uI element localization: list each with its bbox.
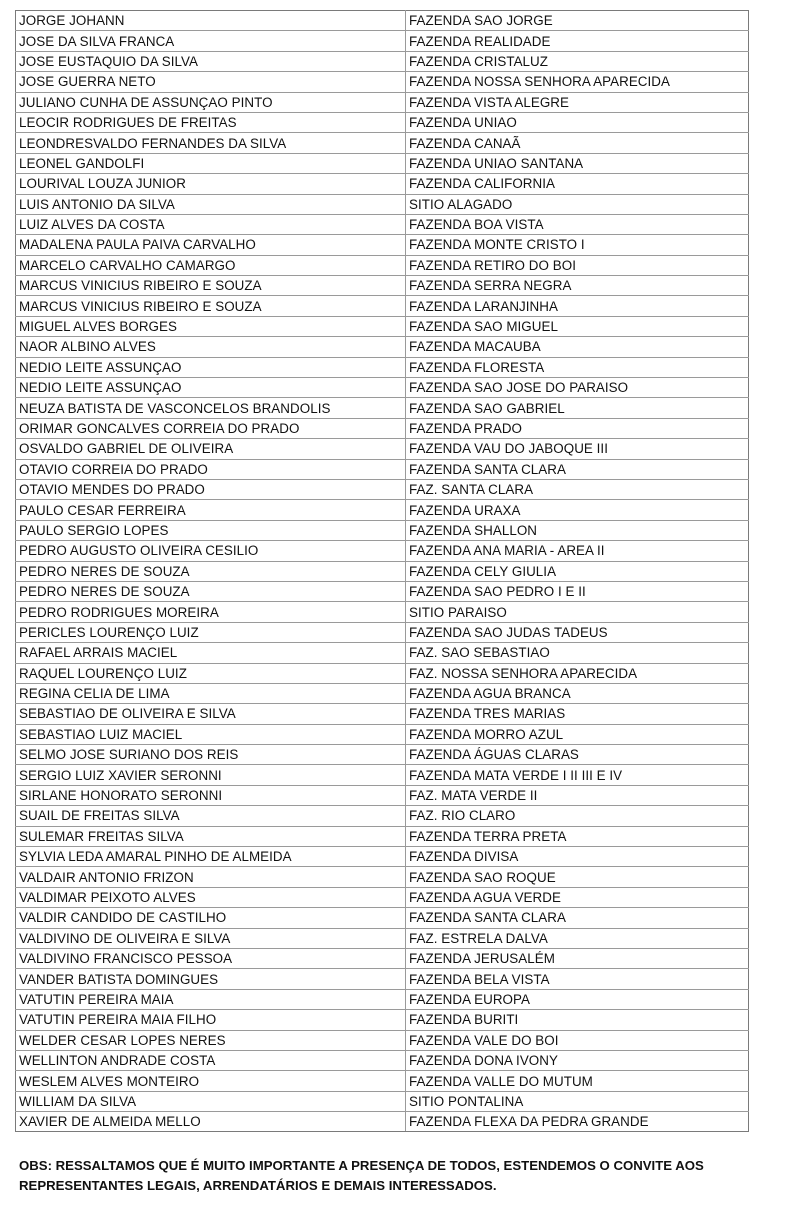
table-row <box>16 948 749 968</box>
table-row <box>16 765 749 785</box>
table-row <box>16 439 749 459</box>
property-name-cell: FAZENDA NOSSA SENHORA APARECIDA <box>406 72 749 92</box>
property-name-cell: FAZENDA CELY GIULIA <box>406 561 749 581</box>
owner-name-cell: VALDIR CANDIDO DE CASTILHO <box>16 908 406 928</box>
owner-name-cell: OTAVIO MENDES DO PRADO <box>16 479 406 499</box>
owner-name-cell: ORIMAR GONCALVES CORREIA DO PRADO <box>16 418 406 438</box>
table-row <box>16 418 749 438</box>
table-row <box>16 928 749 948</box>
property-name-cell: SITIO ALAGADO <box>406 194 749 214</box>
owner-name-cell: LUIS ANTONIO DA SILVA <box>16 194 406 214</box>
property-name-cell: FAZENDA MATA VERDE I II III E IV <box>406 765 749 785</box>
owner-name-cell: LEOCIR RODRIGUES DE FREITAS <box>16 112 406 132</box>
owner-name-cell: VANDER BATISTA DOMINGUES <box>16 969 406 989</box>
owner-name-cell: NEUZA BATISTA DE VASCONCELOS BRANDOLIS <box>16 398 406 418</box>
property-name-cell: FAZENDA MONTE CRISTO I <box>406 235 749 255</box>
owner-name-cell: REGINA CELIA DE LIMA <box>16 683 406 703</box>
property-name-cell: FAZENDA SAO GABRIEL <box>406 398 749 418</box>
owner-name-cell: LOURIVAL LOUZA JUNIOR <box>16 174 406 194</box>
property-name-cell: FAZENDA SAO PEDRO I E II <box>406 581 749 601</box>
property-name-cell: FAZENDA DIVISA <box>406 847 749 867</box>
table-row <box>16 316 749 336</box>
owner-name-cell: VATUTIN PEREIRA MAIA <box>16 989 406 1009</box>
property-name-cell: FAZENDA FLORESTA <box>406 357 749 377</box>
table-row <box>16 11 749 31</box>
owner-name-cell: RAQUEL LOURENÇO LUIZ <box>16 663 406 683</box>
table-row <box>16 459 749 479</box>
table-row <box>16 112 749 132</box>
owner-name-cell: SULEMAR FREITAS SILVA <box>16 826 406 846</box>
property-name-cell: FAZENDA VALE DO BOI <box>406 1030 749 1050</box>
table-row <box>16 622 749 642</box>
property-name-cell: FAZENDA CANAÃ <box>406 133 749 153</box>
owner-name-cell: MARCELO CARVALHO CAMARGO <box>16 255 406 275</box>
observation-note-line-1: OBS: RESSALTAMOS QUE É MUITO IMPORTANTE A PRESENÇA DE TODOS, ESTENDEMOS O CONVITE AOS <box>19 1158 704 1173</box>
property-name-cell: FAZENDA UNIAO <box>406 112 749 132</box>
owners-table <box>15 10 749 1132</box>
property-name-cell: FAZENDA ÁGUAS CLARAS <box>406 745 749 765</box>
owner-name-cell: PAULO SERGIO LOPES <box>16 520 406 540</box>
property-name-cell: FAZENDA TRES MARIAS <box>406 704 749 724</box>
owner-name-cell: VALDIVINO FRANCISCO PESSOA <box>16 948 406 968</box>
table-row <box>16 194 749 214</box>
property-name-cell: FAZENDA SAO MIGUEL <box>406 316 749 336</box>
observation-note-line-2: REPRESENTANTES LEGAIS, ARRENDATÁRIOS E DEMAIS INTERESSADOS. <box>19 1178 497 1193</box>
table-row <box>16 724 749 744</box>
property-name-cell: FAZENDA MORRO AZUL <box>406 724 749 744</box>
property-name-cell: FAZENDA JERUSALÉM <box>406 948 749 968</box>
table-row <box>16 174 749 194</box>
property-name-cell: FAZENDA REALIDADE <box>406 31 749 51</box>
owner-name-cell: PEDRO NERES DE SOUZA <box>16 561 406 581</box>
table-row <box>16 826 749 846</box>
table-row <box>16 92 749 112</box>
property-name-cell: SITIO PONTALINA <box>406 1091 749 1111</box>
owner-name-cell: VALDAIR ANTONIO FRIZON <box>16 867 406 887</box>
owner-name-cell: JOSE DA SILVA FRANCA <box>16 31 406 51</box>
owner-name-cell: OSVALDO GABRIEL DE OLIVEIRA <box>16 439 406 459</box>
owner-name-cell: RAFAEL ARRAIS MACIEL <box>16 643 406 663</box>
owner-name-cell: VALDIVINO DE OLIVEIRA E SILVA <box>16 928 406 948</box>
owner-name-cell: SYLVIA LEDA AMARAL PINHO DE ALMEIDA <box>16 847 406 867</box>
table-row <box>16 214 749 234</box>
property-name-cell: FAZENDA SHALLON <box>406 520 749 540</box>
table-row <box>16 357 749 377</box>
table-row <box>16 989 749 1009</box>
owner-name-cell: VALDIMAR PEIXOTO ALVES <box>16 887 406 907</box>
table-row <box>16 1030 749 1050</box>
property-name-cell: FAZENDA BELA VISTA <box>406 969 749 989</box>
table-row <box>16 683 749 703</box>
owner-name-cell: JOSE GUERRA NETO <box>16 72 406 92</box>
table-row <box>16 51 749 71</box>
property-name-cell: FAZENDA VISTA ALEGRE <box>406 92 749 112</box>
table-row <box>16 255 749 275</box>
property-name-cell: FAZENDA CALIFORNIA <box>406 174 749 194</box>
owner-name-cell: SIRLANE HONORATO SERONNI <box>16 785 406 805</box>
owner-name-cell: MARCUS VINICIUS RIBEIRO E SOUZA <box>16 276 406 296</box>
owner-name-cell: JORGE JOHANN <box>16 11 406 31</box>
table-row <box>16 1010 749 1030</box>
table-row <box>16 1091 749 1111</box>
owner-name-cell: LUIZ ALVES DA COSTA <box>16 214 406 234</box>
property-name-cell: FAZENDA LARANJINHA <box>406 296 749 316</box>
property-name-cell: FAZENDA DONA IVONY <box>406 1050 749 1070</box>
table-row <box>16 785 749 805</box>
property-name-cell: FAZENDA VAU DO JABOQUE III <box>406 439 749 459</box>
owner-name-cell: MARCUS VINICIUS RIBEIRO E SOUZA <box>16 296 406 316</box>
table-row <box>16 500 749 520</box>
owner-name-cell: XAVIER DE ALMEIDA MELLO <box>16 1112 406 1132</box>
table-row <box>16 602 749 622</box>
property-name-cell: FAZENDA CRISTALUZ <box>406 51 749 71</box>
owner-name-cell: PAULO CESAR FERREIRA <box>16 500 406 520</box>
table-row <box>16 867 749 887</box>
table-row <box>16 153 749 173</box>
property-name-cell: FAZENDA SAO JUDAS TADEUS <box>406 622 749 642</box>
property-name-cell: FAZENDA TERRA PRETA <box>406 826 749 846</box>
owner-name-cell: SELMO JOSE SURIANO DOS REIS <box>16 745 406 765</box>
property-name-cell: FAZENDA RETIRO DO BOI <box>406 255 749 275</box>
property-name-cell: FAZ. SANTA CLARA <box>406 479 749 499</box>
table-row <box>16 1071 749 1091</box>
owner-name-cell: PEDRO NERES DE SOUZA <box>16 581 406 601</box>
property-name-cell: FAZENDA SAO JORGE <box>406 11 749 31</box>
table-row <box>16 806 749 826</box>
owner-name-cell: OTAVIO CORREIA DO PRADO <box>16 459 406 479</box>
owner-name-cell: LEONDRESVALDO FERNANDES DA SILVA <box>16 133 406 153</box>
table-row <box>16 378 749 398</box>
table-row <box>16 235 749 255</box>
table-row <box>16 887 749 907</box>
table-row <box>16 337 749 357</box>
owner-name-cell: NAOR ALBINO ALVES <box>16 337 406 357</box>
owners-table-body <box>16 11 749 1132</box>
property-name-cell: FAZENDA ANA MARIA - AREA II <box>406 541 749 561</box>
property-name-cell: FAZENDA BOA VISTA <box>406 214 749 234</box>
table-row <box>16 72 749 92</box>
owner-name-cell: WILLIAM DA SILVA <box>16 1091 406 1111</box>
property-name-cell: FAZENDA URAXA <box>406 500 749 520</box>
table-row <box>16 561 749 581</box>
table-row <box>16 520 749 540</box>
owners-table-container <box>15 10 748 1132</box>
property-name-cell: FAZENDA FLEXA DA PEDRA GRANDE <box>406 1112 749 1132</box>
table-row <box>16 541 749 561</box>
property-name-cell: FAZENDA AGUA VERDE <box>406 887 749 907</box>
property-name-cell: FAZENDA SAO ROQUE <box>406 867 749 887</box>
owner-name-cell: WELLINTON ANDRADE COSTA <box>16 1050 406 1070</box>
table-row <box>16 1050 749 1070</box>
property-name-cell: FAZENDA AGUA BRANCA <box>406 683 749 703</box>
observation-note <box>19 1156 749 1196</box>
table-row <box>16 847 749 867</box>
owner-name-cell: MADALENA PAULA PAIVA CARVALHO <box>16 235 406 255</box>
table-row <box>16 31 749 51</box>
property-name-cell: FAZ. RIO CLARO <box>406 806 749 826</box>
property-name-cell: FAZ. SAO SEBASTIAO <box>406 643 749 663</box>
table-row <box>16 276 749 296</box>
owner-name-cell: VATUTIN PEREIRA MAIA FILHO <box>16 1010 406 1030</box>
property-name-cell: FAZENDA SERRA NEGRA <box>406 276 749 296</box>
table-row <box>16 908 749 928</box>
table-row <box>16 133 749 153</box>
owner-name-cell: SEBASTIAO DE OLIVEIRA E SILVA <box>16 704 406 724</box>
owner-name-cell: MIGUEL ALVES BORGES <box>16 316 406 336</box>
table-row <box>16 398 749 418</box>
property-name-cell: FAZENDA MACAUBA <box>406 337 749 357</box>
property-name-cell: FAZENDA UNIAO SANTANA <box>406 153 749 173</box>
property-name-cell: FAZENDA EUROPA <box>406 989 749 1009</box>
property-name-cell: FAZENDA VALLE DO MUTUM <box>406 1071 749 1091</box>
owner-name-cell: LEONEL GANDOLFI <box>16 153 406 173</box>
property-name-cell: SITIO PARAISO <box>406 602 749 622</box>
owner-name-cell: NEDIO LEITE ASSUNÇAO <box>16 357 406 377</box>
owner-name-cell: JOSE EUSTAQUIO DA SILVA <box>16 51 406 71</box>
property-name-cell: FAZENDA SAO JOSE DO PARAISO <box>406 378 749 398</box>
table-row <box>16 643 749 663</box>
table-row <box>16 663 749 683</box>
table-row <box>16 581 749 601</box>
owner-name-cell: PERICLES LOURENÇO LUIZ <box>16 622 406 642</box>
property-name-cell: FAZENDA SANTA CLARA <box>406 459 749 479</box>
property-name-cell: FAZENDA PRADO <box>406 418 749 438</box>
owner-name-cell: SEBASTIAO LUIZ MACIEL <box>16 724 406 744</box>
property-name-cell: FAZ. NOSSA SENHORA APARECIDA <box>406 663 749 683</box>
owner-name-cell: PEDRO AUGUSTO OLIVEIRA CESILIO <box>16 541 406 561</box>
owner-name-cell: WESLEM ALVES MONTEIRO <box>16 1071 406 1091</box>
property-name-cell: FAZ. ESTRELA DALVA <box>406 928 749 948</box>
owner-name-cell: PEDRO RODRIGUES MOREIRA <box>16 602 406 622</box>
table-row <box>16 969 749 989</box>
owner-name-cell: JULIANO CUNHA DE ASSUNÇAO PINTO <box>16 92 406 112</box>
property-name-cell: FAZENDA SANTA CLARA <box>406 908 749 928</box>
owner-name-cell: SERGIO LUIZ XAVIER SERONNI <box>16 765 406 785</box>
table-row <box>16 745 749 765</box>
property-name-cell: FAZ. MATA VERDE II <box>406 785 749 805</box>
owner-name-cell: SUAIL DE FREITAS SILVA <box>16 806 406 826</box>
table-row <box>16 1112 749 1132</box>
owner-name-cell: WELDER CESAR LOPES NERES <box>16 1030 406 1050</box>
owner-name-cell: NEDIO LEITE ASSUNÇAO <box>16 378 406 398</box>
property-name-cell: FAZENDA BURITI <box>406 1010 749 1030</box>
table-row <box>16 704 749 724</box>
table-row <box>16 479 749 499</box>
table-row <box>16 296 749 316</box>
